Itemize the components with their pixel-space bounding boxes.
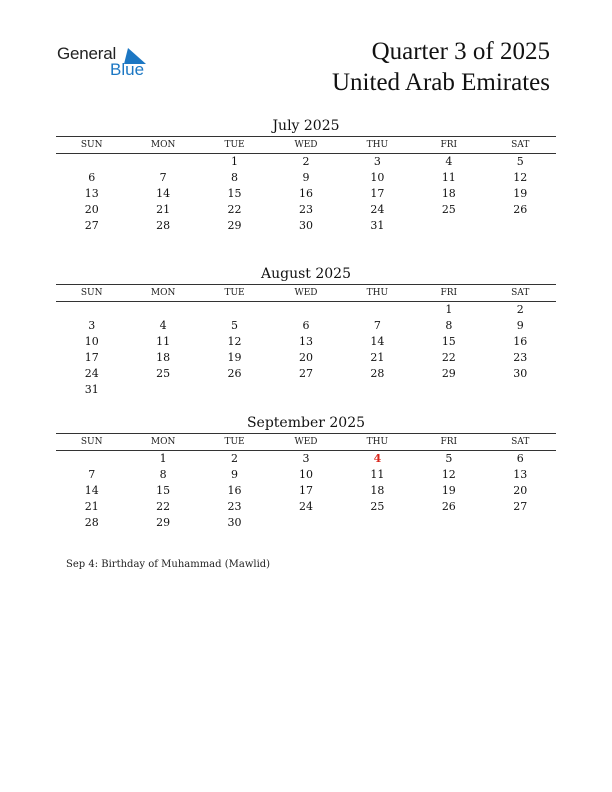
week-row (56, 154, 556, 170)
day-cell: 18 (156, 351, 171, 364)
day-cell: 1 (445, 303, 453, 316)
weekday-label: MON (150, 437, 176, 447)
day-cell (413, 515, 484, 531)
weekday-label: MON (150, 140, 176, 150)
day-cell: 14 (156, 187, 171, 200)
week-row (56, 366, 556, 382)
day-cell: 12 (441, 468, 456, 481)
day-cell: 13 (84, 187, 99, 200)
day-cell: 5 (445, 452, 453, 465)
day-cell: 8 (159, 468, 167, 481)
day-cell: 19 (441, 484, 456, 497)
day-cell: 29 (441, 367, 456, 380)
day-cell: 25 (441, 203, 456, 216)
day-cell: 20 (84, 203, 99, 216)
day-cell: 19 (513, 187, 528, 200)
day-cell: 13 (298, 335, 313, 348)
day-cell (413, 218, 484, 234)
logo-word-blue: Blue (110, 60, 145, 79)
generalblue-logo (57, 44, 157, 84)
day-cell: 6 (516, 452, 524, 465)
day-cell (56, 154, 127, 170)
day-cell: 23 (298, 203, 313, 216)
day-cell: 31 (84, 383, 99, 396)
day-cell (127, 382, 198, 398)
day-cell (127, 154, 198, 170)
day-cell: 25 (370, 500, 385, 513)
day-cell: 11 (156, 335, 171, 348)
day-cell: 9 (516, 319, 524, 332)
day-cell: 3 (302, 452, 310, 465)
country-title: United Arab Emirates (332, 69, 550, 96)
week-row (56, 218, 556, 234)
holiday-note: Sep 4: Birthday of Muhammad (Mawlid) (66, 559, 271, 570)
day-cell: 21 (156, 203, 171, 216)
day-cell: 23 (227, 500, 242, 513)
day-cell: 3 (373, 155, 381, 168)
day-cell: 16 (513, 335, 528, 348)
day-cell: 10 (298, 468, 313, 481)
day-cell: 29 (156, 516, 171, 529)
weekday-label: THU (366, 288, 389, 298)
day-cell: 15 (156, 484, 171, 497)
weekday-label: WED (294, 437, 318, 447)
day-cell: 18 (370, 484, 385, 497)
weekday-label: SAT (511, 140, 530, 150)
day-cell: 12 (227, 335, 242, 348)
day-cell: 10 (84, 335, 99, 348)
day-cell (342, 382, 413, 398)
weekday-label: TUE (224, 288, 245, 298)
day-cell: 22 (227, 203, 242, 216)
day-cell: 22 (156, 500, 171, 513)
holiday-day-cell: 4 (373, 452, 382, 465)
day-cell (270, 515, 341, 531)
day-cell: 26 (513, 203, 528, 216)
day-cell: 17 (84, 351, 99, 364)
day-cell: 24 (370, 203, 385, 216)
day-cell (485, 382, 556, 398)
day-cell: 17 (298, 484, 313, 497)
month-title: September 2025 (246, 415, 366, 431)
day-cell: 21 (370, 351, 385, 364)
day-cell: 19 (227, 351, 242, 364)
day-cell (270, 302, 341, 318)
month-title: July 2025 (272, 118, 340, 134)
month-july (56, 116, 556, 234)
day-cell: 20 (513, 484, 528, 497)
month-september (56, 413, 556, 531)
day-cell: 26 (227, 367, 242, 380)
weekday-label: SAT (511, 437, 530, 447)
day-cell: 7 (373, 319, 381, 332)
week-row (56, 202, 556, 218)
weekday-label: THU (366, 437, 389, 447)
day-cell: 9 (302, 171, 310, 184)
day-cell: 16 (227, 484, 242, 497)
day-cell: 1 (231, 155, 239, 168)
logo-word-general: General (57, 44, 117, 63)
day-cell: 24 (84, 367, 99, 380)
day-cell: 17 (370, 187, 385, 200)
day-cell (342, 515, 413, 531)
day-cell: 10 (370, 171, 385, 184)
day-cell: 12 (513, 171, 528, 184)
week-row (56, 451, 556, 467)
day-cell: 6 (88, 171, 96, 184)
day-cell: 5 (516, 155, 524, 168)
day-cell: 9 (231, 468, 239, 481)
week-row (56, 483, 556, 499)
day-cell: 2 (231, 452, 239, 465)
day-cell: 18 (441, 187, 456, 200)
weekday-header-row (56, 136, 556, 154)
day-cell: 30 (513, 367, 528, 380)
weekday-label: TUE (224, 437, 245, 447)
weekday-label: SUN (80, 140, 103, 150)
day-cell (127, 302, 198, 318)
day-cell: 4 (445, 155, 453, 168)
day-cell: 27 (84, 219, 99, 232)
day-cell (56, 302, 127, 318)
day-cell (413, 382, 484, 398)
day-cell: 21 (84, 500, 99, 513)
page-title (332, 36, 550, 98)
day-cell: 25 (156, 367, 171, 380)
weekday-header-row (56, 433, 556, 451)
day-cell: 2 (302, 155, 310, 168)
weekday-label: TUE (224, 140, 245, 150)
weekday-label: WED (294, 288, 318, 298)
day-cell (485, 515, 556, 531)
day-cell: 8 (231, 171, 239, 184)
day-cell: 11 (370, 468, 385, 481)
weekday-label: MON (150, 288, 176, 298)
day-cell: 7 (88, 468, 96, 481)
day-cell: 3 (88, 319, 96, 332)
day-cell: 30 (298, 219, 313, 232)
day-cell (56, 451, 127, 467)
week-row (56, 318, 556, 334)
week-row (56, 170, 556, 186)
day-cell: 27 (298, 367, 313, 380)
week-row (56, 382, 556, 398)
day-cell (485, 218, 556, 234)
week-row (56, 515, 556, 531)
day-cell (199, 382, 270, 398)
quarter-title: Quarter 3 of 2025 (371, 38, 550, 65)
week-row (56, 467, 556, 483)
week-row (56, 499, 556, 515)
day-cell: 27 (513, 500, 528, 513)
day-cell: 15 (441, 335, 456, 348)
day-cell: 6 (302, 319, 310, 332)
day-cell: 26 (441, 500, 456, 513)
day-cell: 5 (231, 319, 239, 332)
week-row (56, 334, 556, 350)
day-cell: 16 (298, 187, 313, 200)
day-cell: 2 (516, 303, 524, 316)
weekday-label: WED (294, 140, 318, 150)
weekday-label: FRI (440, 437, 458, 447)
day-cell: 30 (227, 516, 242, 529)
day-cell (199, 302, 270, 318)
weekday-label: SUN (80, 288, 103, 298)
day-cell: 23 (513, 351, 528, 364)
day-cell: 29 (227, 219, 242, 232)
month-august (56, 264, 556, 398)
day-cell (270, 382, 341, 398)
week-row (56, 350, 556, 366)
day-cell: 13 (513, 468, 528, 481)
day-cell: 8 (445, 319, 453, 332)
week-row (56, 302, 556, 318)
day-cell: 24 (298, 500, 313, 513)
day-cell: 28 (370, 367, 385, 380)
weekday-header-row (56, 284, 556, 302)
day-cell: 28 (84, 516, 99, 529)
month-title: August 2025 (261, 266, 351, 282)
weekday-label: SAT (511, 288, 530, 298)
day-cell: 14 (84, 484, 99, 497)
weekday-label: SUN (80, 437, 103, 447)
day-cell: 1 (159, 452, 167, 465)
weekday-label: FRI (440, 288, 458, 298)
day-cell: 11 (441, 171, 456, 184)
day-cell: 4 (159, 319, 167, 332)
day-cell: 31 (370, 219, 385, 232)
weekday-label: FRI (440, 140, 458, 150)
day-cell: 7 (159, 171, 167, 184)
day-cell: 22 (441, 351, 456, 364)
day-cell: 15 (227, 187, 242, 200)
day-cell: 20 (298, 351, 313, 364)
day-cell (342, 302, 413, 318)
week-row (56, 186, 556, 202)
day-cell: 14 (370, 335, 385, 348)
weekday-label: THU (366, 140, 389, 150)
day-cell: 28 (156, 219, 171, 232)
